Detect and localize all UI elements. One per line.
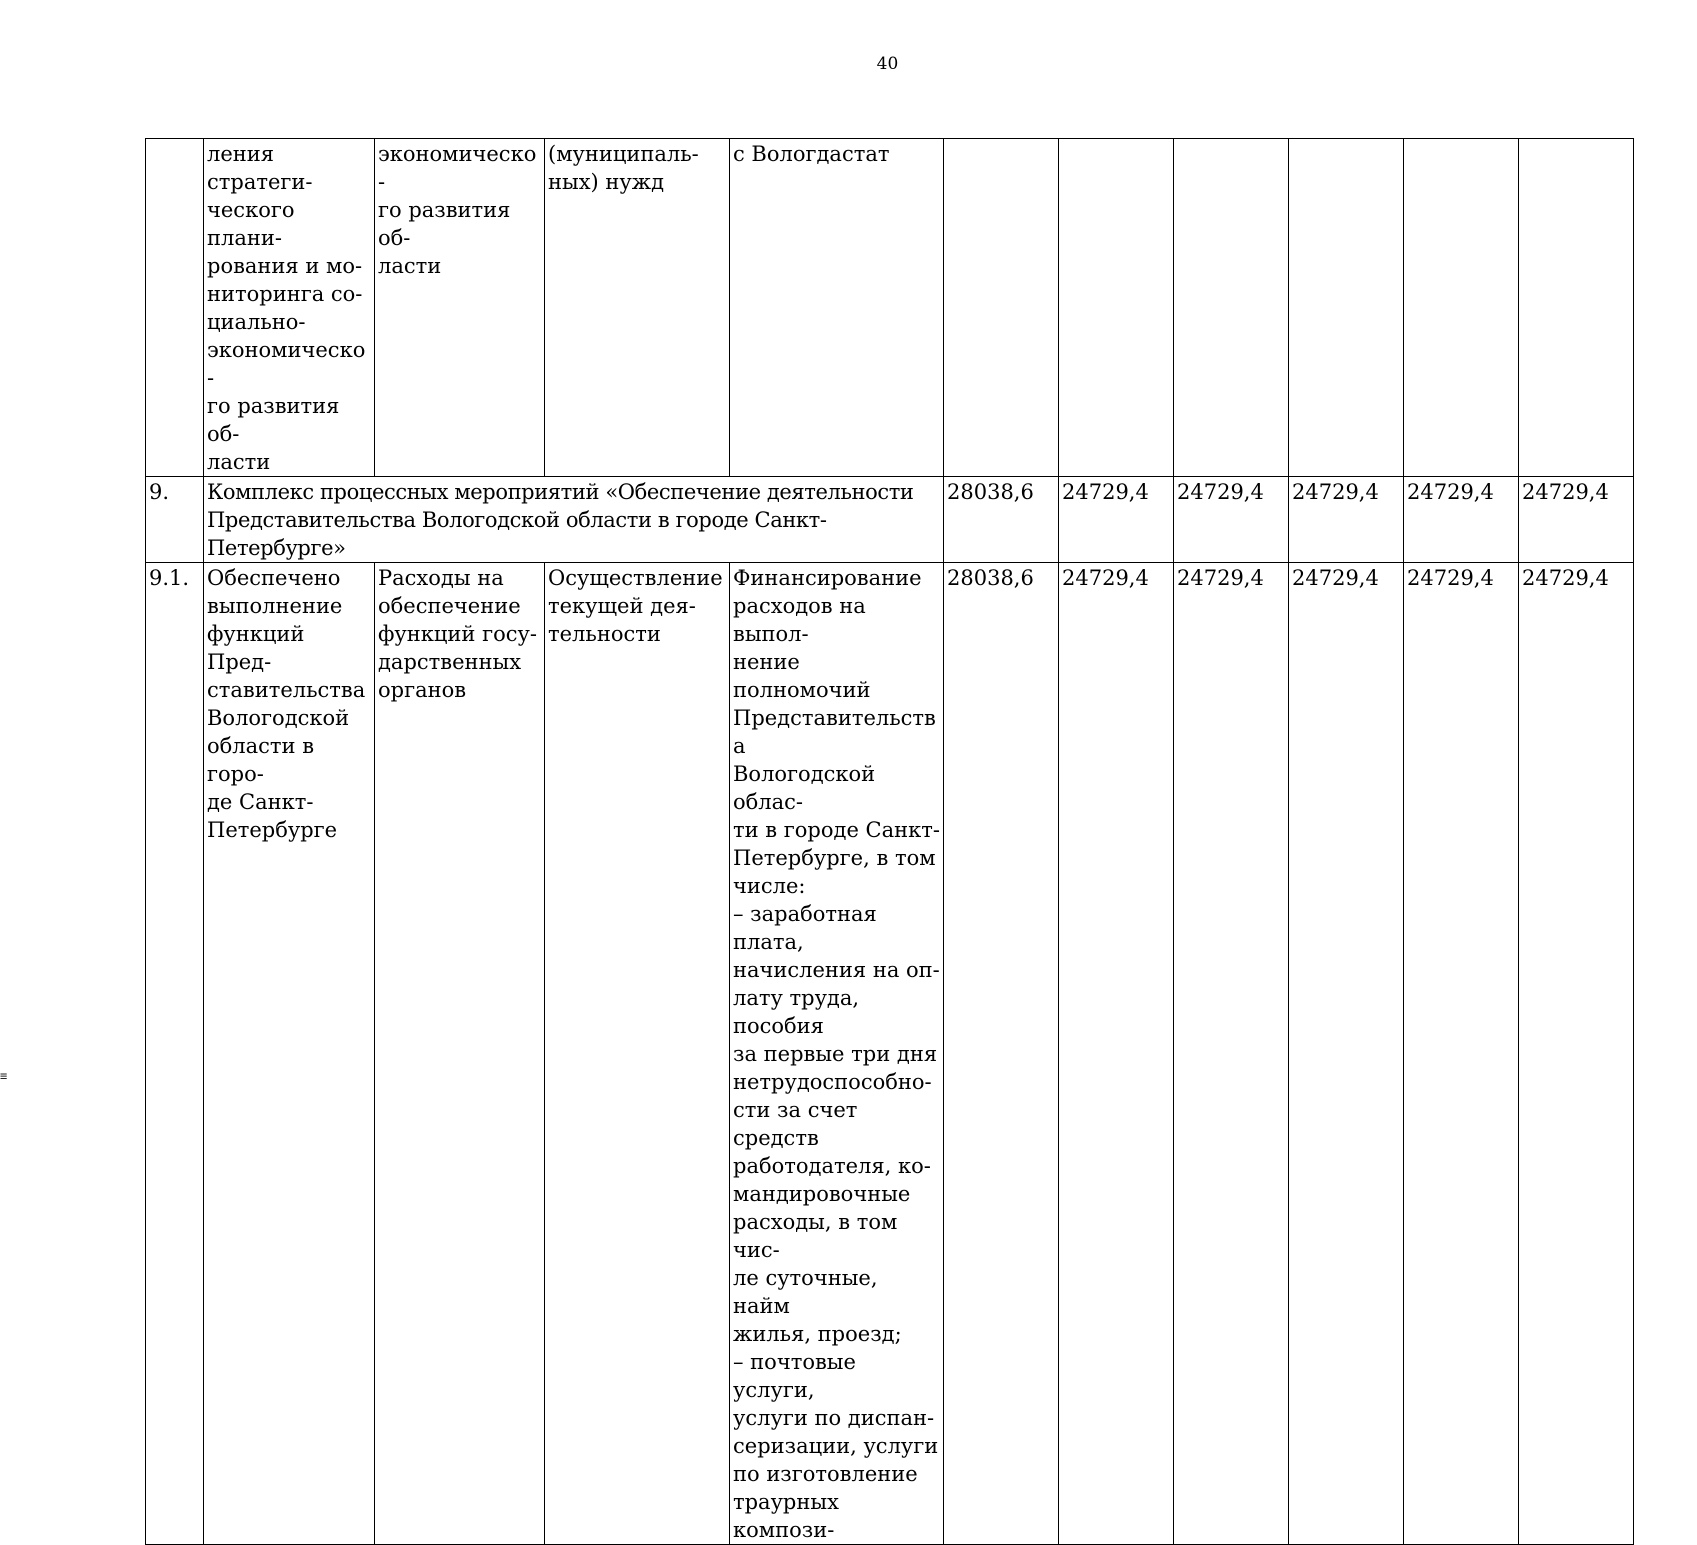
text-line: функций госу- [378,622,537,646]
value-cell: 24729,4 [1519,477,1634,563]
value-cell [1404,139,1519,477]
text-line: ти в городе Санкт- [733,818,940,842]
complex-title-line: Представительства Вологодской области в городе Санкт-Петербурге» [207,508,827,560]
text-line: органов [378,678,467,702]
value-cell [1289,139,1404,477]
text-line: ласти [207,450,271,474]
value-cell: 28038,6 [944,563,1059,1545]
value-cell: 24729,4 [1174,477,1289,563]
value-cell [944,139,1059,477]
text-line: – заработная плата, [733,902,877,954]
text-line: экономическо- [207,338,366,390]
text-line: сти за счет средств [733,1098,858,1150]
text-line: ставительства [207,678,366,702]
text-line: Вологодской облас- [733,762,876,814]
value-cell: 24729,4 [1519,563,1634,1545]
text-line: услуги по диспан- [733,1406,935,1430]
text-line: циально- [207,310,306,334]
text-line: экономическо- [378,142,537,194]
text-line: расходы, в том чис- [733,1210,898,1262]
result-cell [204,563,375,1545]
text-line: области в горо- [207,734,315,786]
value-cell: 24729,4 [1059,563,1174,1545]
activity-type-cell [545,139,730,477]
value-cell: 24729,4 [1404,563,1519,1545]
value-cell [1174,139,1289,477]
row-number-cell: 9. [146,477,204,563]
text-line: Финансирование [733,566,922,590]
text-line: за первые три дня [733,1042,938,1066]
value-cell: 24729,4 [1059,477,1174,563]
text-line: Расходы на [378,566,504,590]
expense-type-cell [375,563,545,1545]
text-line: нетрудоспособно- [733,1070,932,1094]
description-cell [730,139,944,477]
complex-title-line: Комплекс процессных мероприятий «Обеспечение деятельности [207,480,914,504]
value-cell: 28038,6 [944,477,1059,563]
text-line: рования и мо- [207,254,363,278]
text-line: ления стратеги- [207,142,313,194]
text-line: выполнение [207,594,343,618]
row-number-cell: 9.1. [146,563,204,1545]
value-cell: 24729,4 [1404,477,1519,563]
text-line: Осуществление [548,566,723,590]
responsible-cell [204,139,375,477]
text-line: го развития об- [207,394,340,446]
text-line: дарственных [378,650,522,674]
text-line: – почтовые услуги, [733,1350,856,1402]
text-line: де Санкт- [207,790,314,814]
text-line: го развития об- [378,198,511,250]
text-line: текущей дея- [548,594,696,618]
text-line: серизации, услуги [733,1434,939,1458]
expense-type-cell [375,139,545,477]
scan-edge-mark: ≡ [0,1069,8,1083]
table-row-item [146,563,1634,1545]
text-line: тельности [548,622,661,646]
text-line: жилья, проезд; [733,1322,902,1346]
text-line: (муниципаль- [548,142,699,166]
table-row-complex [146,477,1634,563]
value-cell [1519,139,1634,477]
text-line: с Вологдастат [733,142,890,166]
text-line: начисления на оп- [733,958,940,982]
text-line: ласти [378,254,442,278]
text-line: нение полномочий [733,650,871,702]
text-line: обеспечение [378,594,521,618]
value-cell: 24729,4 [1289,563,1404,1545]
text-line: расходов на выпол- [733,594,866,646]
text-line: по изготовление [733,1462,918,1486]
text-line: функций Пред- [207,622,305,674]
description-cell [730,563,944,1545]
text-line: лату труда, пособия [733,986,860,1038]
activity-type-cell [545,563,730,1545]
text-line: ных) нужд [548,170,665,194]
value-cell [1059,139,1174,477]
text-line: числе: [733,874,806,898]
page-number: 40 [876,54,899,74]
text-line: ле суточные, найм [733,1266,878,1318]
text-line: Вологодской [207,706,350,730]
text-line: Представительства [733,706,936,758]
text-line: Обеспечено [207,566,341,590]
value-cell: 24729,4 [1289,477,1404,563]
table-row-continuation [146,139,1634,477]
value-cell: 24729,4 [1174,563,1289,1545]
budget-table [145,138,1634,1545]
text-line: траурных компози- [733,1490,839,1542]
row-number-cell [146,139,204,477]
text-line: ческого плани- [207,198,295,250]
text-line: мандировочные [733,1182,911,1206]
complex-title-cell [204,477,944,563]
text-line: ниторинга со- [207,282,363,306]
text-line: работодателя, ко- [733,1154,931,1178]
text-line: Петербурге [207,818,338,842]
text-line: Петербурге, в том [733,846,936,870]
